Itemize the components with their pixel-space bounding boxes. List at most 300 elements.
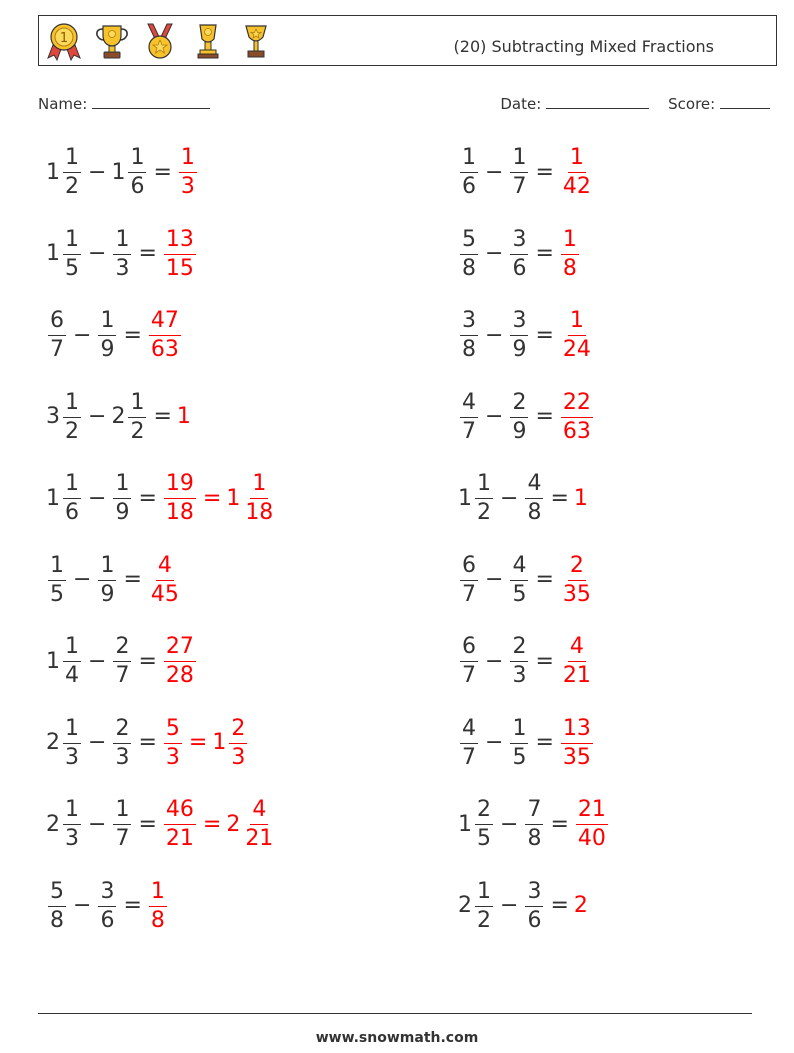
minuend — [46, 310, 68, 361]
award-icons — [45, 21, 275, 61]
denominator: 3 — [231, 744, 246, 770]
minuend — [46, 147, 83, 198]
answer — [574, 799, 610, 850]
whole-number: 1 — [458, 485, 472, 511]
answer-fraction — [561, 552, 593, 607]
minus-sign: − — [485, 648, 504, 674]
subtrahend — [111, 799, 133, 850]
answer — [162, 473, 277, 524]
denominator: 5 — [512, 744, 527, 770]
denominator: 7 — [462, 581, 476, 607]
numerator: 27 — [164, 636, 196, 662]
numerator: 3 — [460, 310, 478, 336]
fraction — [98, 552, 116, 607]
subtrahend — [111, 226, 133, 281]
worksheet-header — [38, 15, 777, 66]
denominator: 18 — [165, 500, 194, 525]
minus-sign: − — [485, 404, 504, 429]
subtrahend — [508, 636, 530, 687]
numerator: 1 — [113, 229, 131, 255]
numerator: 2 — [475, 799, 493, 825]
equals-sign: = — [535, 241, 554, 266]
problem-item — [46, 310, 183, 361]
equals-sign: = — [550, 893, 569, 918]
numerator: 1 — [63, 718, 81, 744]
denominator: 8 — [527, 500, 542, 525]
fraction — [510, 552, 528, 607]
subtrahend — [111, 389, 148, 444]
numerator: 4 — [156, 555, 174, 581]
subtrahend — [523, 799, 545, 850]
numerator: 19 — [164, 473, 196, 499]
equals-sign: = — [138, 485, 157, 511]
equals-sign: = — [188, 730, 208, 755]
fraction — [229, 715, 247, 770]
denominator: 7 — [462, 418, 476, 444]
numerator: 4 — [250, 799, 268, 825]
subtrahend — [96, 310, 118, 361]
numerator: 1 — [63, 229, 81, 255]
numerator: 1 — [63, 799, 81, 825]
denominator: 40 — [577, 826, 606, 851]
whole-number: 2 — [111, 404, 126, 429]
name-label: Name: — [38, 95, 88, 113]
minuend — [46, 226, 83, 281]
minuend — [458, 473, 495, 524]
answer-fraction — [561, 310, 593, 361]
answer — [559, 552, 595, 607]
answer-fraction — [149, 878, 167, 933]
minus-sign: − — [485, 159, 504, 185]
equals-sign: = — [550, 811, 569, 837]
equals-sign: = — [535, 730, 554, 755]
numerator: 46 — [164, 799, 196, 825]
equals-sign: = — [550, 485, 569, 511]
numerator: 6 — [48, 310, 66, 336]
numerator: 1 — [179, 147, 197, 173]
denominator: 21 — [165, 826, 194, 851]
fraction — [63, 799, 81, 850]
denominator: 4 — [65, 663, 79, 688]
answer — [162, 715, 249, 770]
numerator: 3 — [510, 310, 528, 336]
denominator: 9 — [100, 337, 115, 362]
fraction — [510, 226, 528, 281]
denominator: 63 — [562, 418, 591, 444]
minus-sign: − — [88, 241, 107, 266]
name-blank[interactable] — [92, 94, 210, 109]
denominator: 24 — [562, 337, 591, 362]
denominator: 7 — [115, 663, 130, 688]
numerator: 1 — [475, 473, 493, 499]
denominator: 7 — [462, 663, 476, 688]
minuend — [458, 552, 480, 607]
problem-item — [46, 147, 199, 198]
denominator: 9 — [115, 500, 130, 525]
minuend — [458, 636, 480, 687]
denominator: 3 — [115, 744, 130, 770]
equals-sign: = — [123, 322, 142, 348]
problem-item — [46, 226, 198, 281]
subtrahend — [508, 310, 530, 361]
answer — [162, 226, 198, 281]
answer — [574, 895, 588, 917]
fraction — [48, 552, 66, 607]
svg-text:1: 1 — [59, 31, 69, 46]
denominator: 5 — [50, 581, 64, 607]
numerator: 4 — [510, 555, 528, 581]
answer — [162, 636, 198, 687]
minuend — [458, 389, 480, 444]
minus-sign: − — [88, 730, 107, 755]
equals-sign: = — [138, 811, 157, 837]
whole-number: 1 — [458, 811, 472, 837]
fraction — [510, 147, 528, 198]
problem-item — [46, 552, 183, 607]
cup-icon — [189, 21, 227, 61]
fraction — [460, 310, 478, 361]
minus-sign: − — [88, 648, 107, 674]
denominator: 9 — [512, 337, 527, 362]
fraction — [63, 715, 81, 770]
denominator: 3 — [65, 826, 79, 851]
fraction — [48, 878, 66, 933]
answer-integer: 1 — [176, 404, 191, 429]
numerator: 7 — [525, 799, 543, 825]
minuend — [46, 878, 68, 933]
numerator: 2 — [510, 636, 528, 662]
answer-fraction — [561, 715, 593, 770]
equals-sign: = — [535, 567, 554, 592]
answer-fraction — [164, 715, 182, 770]
numerator: 1 — [113, 799, 131, 825]
numerator: 4 — [460, 392, 478, 418]
equals-sign: = — [535, 648, 554, 674]
problem-item — [458, 389, 595, 444]
whole-number: 1 — [212, 730, 227, 755]
answer-integer: 1 — [573, 485, 588, 511]
fraction — [510, 310, 528, 361]
answer-fraction — [164, 799, 196, 850]
date-score-fields — [500, 94, 770, 113]
denominator: 7 — [462, 744, 476, 770]
answer-fraction — [164, 636, 196, 687]
fraction — [113, 636, 131, 687]
denominator: 5 — [65, 255, 79, 281]
fraction — [113, 473, 131, 524]
numerator: 1 — [63, 636, 81, 662]
fraction — [113, 799, 131, 850]
numerator: 1 — [475, 881, 493, 907]
answer — [147, 310, 183, 361]
worksheet-title: (20) Subtracting Mixed Fractions — [453, 37, 714, 56]
fraction — [460, 636, 478, 687]
subtrahend — [508, 715, 530, 770]
minus-sign: − — [485, 730, 504, 755]
fraction — [113, 715, 131, 770]
denominator: 18 — [245, 500, 274, 525]
numerator: 5 — [164, 718, 182, 744]
problem-item — [458, 310, 595, 361]
numerator: 1 — [510, 718, 528, 744]
problem-item — [46, 878, 169, 933]
numerator: 4 — [460, 718, 478, 744]
numerator: 5 — [460, 229, 478, 255]
denominator: 8 — [50, 907, 64, 933]
denominator: 35 — [562, 744, 591, 770]
numerator: 2 — [229, 718, 247, 744]
minuend — [458, 226, 480, 281]
numerator: 1 — [128, 392, 146, 418]
denominator: 8 — [562, 255, 577, 281]
equals-sign: = — [153, 404, 172, 429]
numerator: 1 — [98, 310, 116, 336]
minuend — [46, 636, 83, 687]
date-blank[interactable] — [546, 94, 649, 109]
fraction — [98, 878, 116, 933]
answer-fraction — [149, 310, 181, 361]
denominator: 3 — [180, 174, 195, 199]
fraction — [460, 147, 478, 198]
minus-sign: − — [88, 159, 107, 185]
numerator: 1 — [510, 147, 528, 173]
equals-sign: = — [202, 811, 222, 837]
fraction — [525, 799, 543, 850]
answer-fraction — [561, 389, 593, 444]
subtrahend — [111, 636, 133, 687]
minus-sign: − — [500, 811, 519, 837]
minuend — [46, 552, 68, 607]
numerator: 2 — [568, 555, 586, 581]
whole-number: 2 — [46, 811, 60, 837]
numerator: 1 — [113, 473, 131, 499]
answer — [147, 878, 169, 933]
whole-number: 1 — [226, 485, 241, 511]
minuend — [46, 389, 83, 444]
equals-sign: = — [535, 404, 554, 429]
denominator: 6 — [100, 907, 115, 933]
minus-sign: − — [485, 322, 504, 348]
denominator: 5 — [512, 581, 527, 607]
numerator: 1 — [63, 473, 81, 499]
whole-number: 1 — [46, 648, 60, 674]
medal-1st-icon — [45, 21, 83, 61]
answer — [559, 389, 595, 444]
fraction — [510, 715, 528, 770]
answer — [559, 226, 581, 281]
denominator: 8 — [462, 255, 476, 281]
minus-sign: − — [485, 241, 504, 266]
fraction — [243, 473, 275, 524]
problem-item — [46, 799, 277, 850]
whole-number: 1 — [111, 159, 126, 185]
fraction — [525, 473, 543, 524]
fraction — [63, 389, 81, 444]
denominator: 7 — [50, 337, 64, 362]
answer — [147, 552, 183, 607]
answer-integer: 2 — [573, 893, 588, 918]
minuend — [458, 715, 480, 770]
denominator: 35 — [562, 581, 591, 607]
answer-fraction — [576, 799, 608, 850]
answer-fraction — [561, 636, 593, 687]
answer-fraction — [149, 552, 181, 607]
problem-item — [458, 473, 588, 524]
numerator: 3 — [525, 881, 543, 907]
fraction — [460, 389, 478, 444]
denominator: 21 — [245, 826, 274, 851]
denominator: 7 — [115, 826, 130, 851]
numerator: 13 — [561, 718, 593, 744]
minuend — [46, 473, 83, 524]
whole-number: 1 — [46, 485, 60, 511]
fraction — [128, 147, 146, 198]
numerator: 2 — [113, 718, 131, 744]
medal-star-icon — [141, 21, 179, 61]
answer — [559, 147, 595, 198]
numerator: 5 — [48, 881, 66, 907]
minus-sign: − — [500, 893, 519, 918]
fraction — [460, 552, 478, 607]
fraction — [475, 799, 493, 850]
subtrahend — [111, 715, 133, 770]
numerator: 13 — [164, 229, 196, 255]
whole-number: 1 — [46, 159, 60, 185]
numerator: 21 — [576, 799, 608, 825]
fraction — [243, 799, 275, 850]
subtrahend — [96, 878, 118, 933]
denominator: 21 — [562, 663, 591, 688]
minuend — [46, 715, 83, 770]
problem-item — [458, 552, 595, 607]
numerator: 3 — [98, 881, 116, 907]
answer-fraction — [164, 473, 196, 524]
denominator: 8 — [150, 907, 165, 933]
subtrahend — [111, 147, 148, 198]
score-blank[interactable] — [720, 94, 770, 109]
trophy-icon — [93, 21, 131, 61]
answer-mixed — [226, 473, 277, 524]
answer — [559, 715, 595, 770]
numerator: 2 — [510, 392, 528, 418]
answer-fraction — [561, 147, 593, 198]
denominator: 42 — [562, 174, 591, 199]
fraction — [460, 715, 478, 770]
numerator: 3 — [510, 229, 528, 255]
problem-item — [458, 878, 588, 933]
fraction — [525, 878, 543, 933]
numerator: 1 — [250, 473, 268, 499]
numerator: 1 — [568, 147, 586, 173]
numerator: 1 — [98, 555, 116, 581]
footer-divider — [38, 1013, 752, 1014]
answer — [177, 406, 191, 428]
problem-item — [458, 799, 610, 850]
denominator: 63 — [150, 337, 179, 362]
minuend — [458, 147, 480, 198]
denominator: 3 — [65, 744, 79, 770]
answer — [559, 310, 595, 361]
equals-sign: = — [153, 159, 172, 185]
numerator: 1 — [63, 392, 81, 418]
problem-item — [458, 147, 595, 198]
subtrahend — [111, 473, 133, 524]
answer-mixed — [226, 799, 277, 850]
minuend — [458, 799, 495, 850]
denominator: 8 — [462, 337, 476, 362]
subtrahend — [523, 473, 545, 524]
whole-number: 2 — [458, 893, 472, 918]
numerator: 6 — [460, 555, 478, 581]
minus-sign: − — [500, 485, 519, 511]
denominator: 2 — [477, 500, 491, 525]
fraction — [113, 226, 131, 281]
denominator: 7 — [512, 174, 527, 199]
fraction — [63, 636, 81, 687]
denominator: 6 — [527, 907, 542, 933]
subtrahend — [508, 389, 530, 444]
equals-sign: = — [123, 893, 142, 918]
equals-sign: = — [535, 322, 554, 348]
equals-sign: = — [138, 730, 157, 755]
denominator: 9 — [512, 418, 527, 444]
fraction — [510, 389, 528, 444]
answer-fraction — [561, 226, 579, 281]
denominator: 3 — [512, 663, 527, 688]
answer — [177, 147, 199, 198]
whole-number: 2 — [226, 811, 241, 837]
numerator: 22 — [561, 392, 593, 418]
answer-mixed — [212, 715, 249, 770]
denominator: 2 — [477, 907, 491, 933]
numerator: 4 — [525, 473, 543, 499]
numerator: 1 — [149, 881, 167, 907]
equals-sign: = — [123, 567, 142, 592]
minus-sign: − — [73, 322, 92, 348]
subtrahend — [508, 552, 530, 607]
equals-sign: = — [138, 648, 157, 674]
numerator: 1 — [63, 147, 81, 173]
fraction — [98, 310, 116, 361]
minus-sign: − — [73, 893, 92, 918]
whole-number: 1 — [46, 241, 60, 266]
denominator: 2 — [65, 418, 79, 444]
problem-item — [458, 636, 595, 687]
minuend — [458, 310, 480, 361]
denominator: 2 — [65, 174, 79, 199]
denominator: 3 — [115, 255, 130, 281]
problem-item — [46, 715, 249, 770]
denominator: 15 — [165, 255, 194, 281]
subtrahend — [96, 552, 118, 607]
answer — [559, 636, 595, 687]
problem-item — [46, 473, 277, 524]
minuend — [458, 878, 495, 933]
fraction — [475, 473, 493, 524]
denominator: 8 — [527, 826, 542, 851]
minus-sign: − — [88, 485, 107, 511]
problem-item — [458, 715, 595, 770]
date-label: Date: — [500, 95, 542, 113]
minuend — [46, 799, 83, 850]
denominator: 3 — [165, 744, 180, 770]
equals-sign: = — [138, 241, 157, 266]
answer-fraction — [164, 226, 196, 281]
problem-item — [46, 389, 191, 444]
fraction — [510, 636, 528, 687]
denominator: 6 — [462, 174, 476, 199]
fraction — [63, 226, 81, 281]
